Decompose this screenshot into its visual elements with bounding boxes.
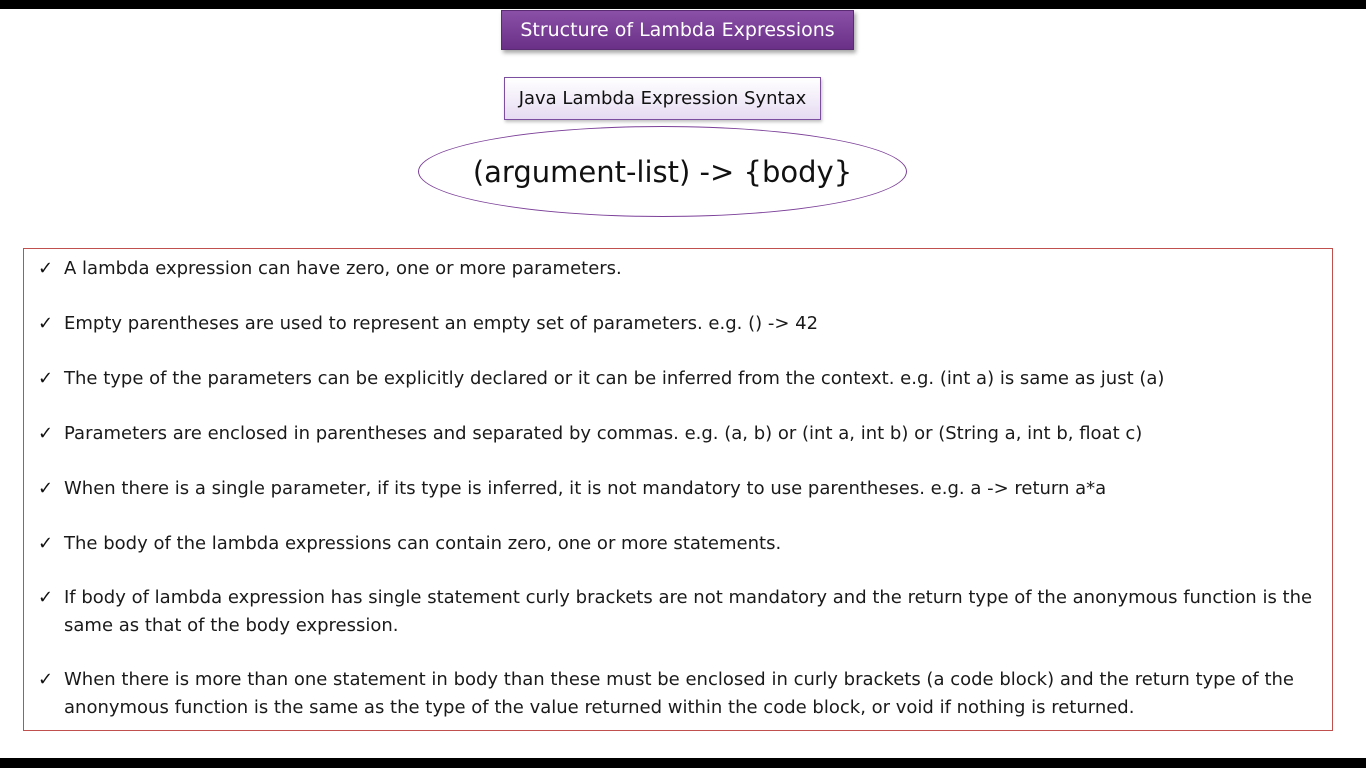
syntax-heading-text: Java Lambda Expression Syntax	[518, 88, 807, 109]
checkmark-icon: ✓	[38, 669, 54, 690]
syntax-ellipse	[418, 126, 907, 217]
rule-text: A lambda expression can have zero, one or more parameters.	[64, 258, 622, 279]
checkmark-icon: ✓	[38, 368, 54, 389]
rules-panel	[23, 248, 1333, 731]
rule-item	[38, 475, 1320, 503]
rule-text: The type of the parameters can be explicitly declared or it can be inferred from the context. e.g. (int a) is same as just (a)	[64, 368, 1165, 389]
rule-text: Parameters are enclosed in parentheses and separated by commas. e.g. (a, b) or (int a, int b) or (String a, int b, float c)	[64, 423, 1143, 444]
rule-item	[38, 530, 1320, 558]
checkmark-icon: ✓	[38, 423, 54, 444]
rule-item	[38, 310, 1320, 338]
slide-title-text: Structure of Lambda Expressions	[520, 19, 835, 41]
rule-text: If body of lambda expression has single statement curly brackets are not mandatory and the return type of the anonymous function is the same as that of the body expression.	[64, 587, 1313, 636]
syntax-heading	[504, 77, 821, 120]
checkmark-icon: ✓	[38, 587, 54, 608]
checkmark-icon: ✓	[38, 258, 54, 279]
slide-title	[501, 10, 854, 50]
rule-text: When there is a single parameter, if its type is inferred, it is not mandatory to use parentheses. e.g. a -> return a*a	[64, 478, 1107, 499]
checkmark-icon: ✓	[38, 533, 54, 554]
rule-item	[38, 365, 1320, 393]
checkmark-icon: ✓	[38, 478, 54, 499]
rule-text: Empty parentheses are used to represent an empty set of parameters. e.g. () -> 42	[64, 313, 819, 334]
rule-text: The body of the lambda expressions can contain zero, one or more statements.	[64, 533, 782, 554]
syntax-formula: (argument-list) -> {body}	[472, 154, 853, 189]
rule-item	[38, 584, 1320, 640]
rule-item	[38, 255, 1320, 283]
top-letterbox-bar	[0, 0, 1366, 9]
rule-item	[38, 666, 1320, 722]
bottom-letterbox-bar	[0, 758, 1366, 768]
rule-item	[38, 420, 1320, 448]
rule-text: When there is more than one statement in body than these must be enclosed in curly brackets (a code block) and the return type of the anonymous function is the same as the type of the value returned within the code block, or void if nothing is returned.	[64, 669, 1294, 718]
checkmark-icon: ✓	[38, 313, 54, 334]
